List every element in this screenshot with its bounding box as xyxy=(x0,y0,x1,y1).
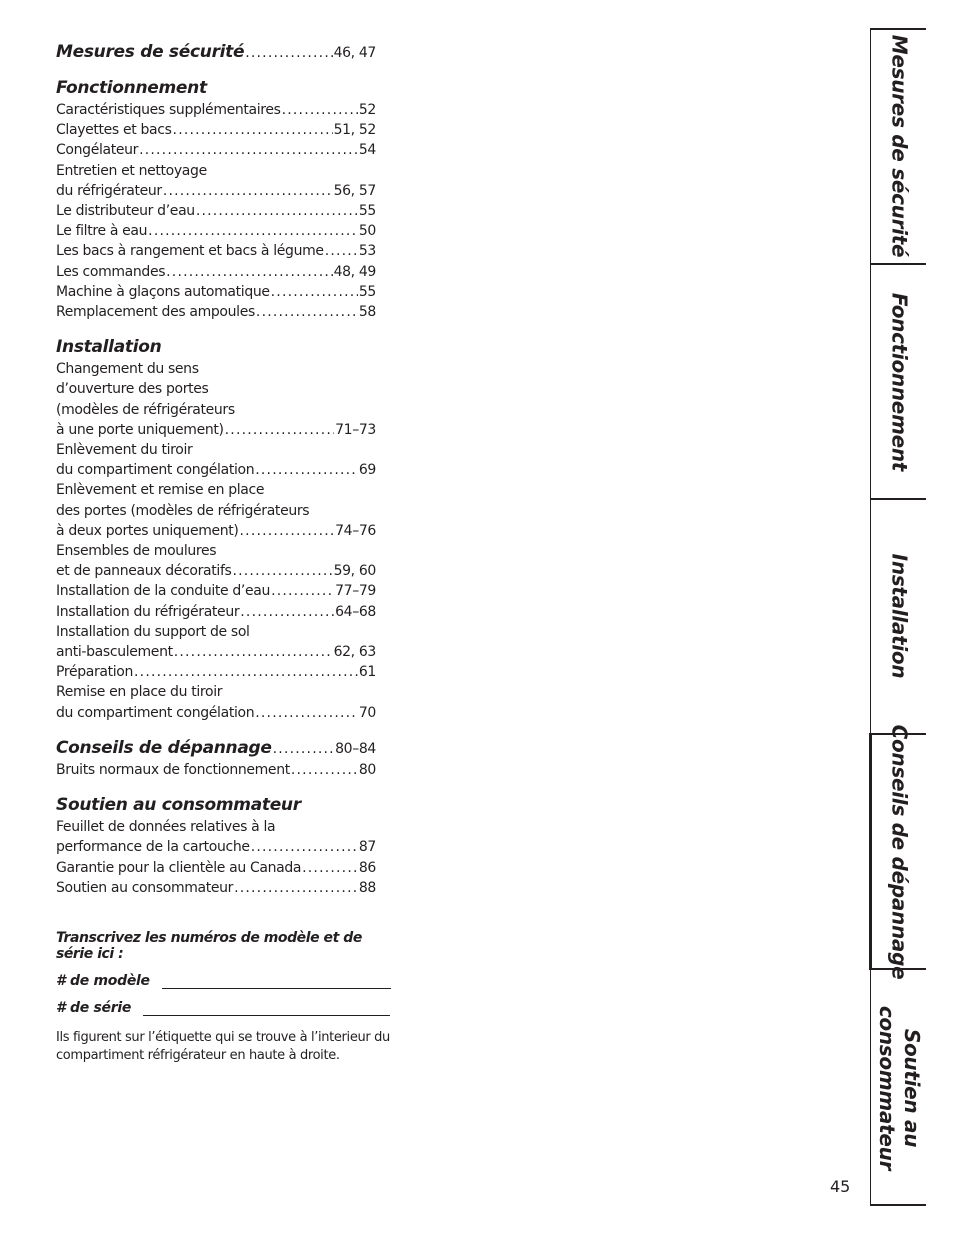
page-ref: 58 xyxy=(358,304,376,321)
toc-entry-text: Remise en place du tiroir xyxy=(56,684,223,701)
page-ref: 61 xyxy=(358,664,376,681)
toc-entry-text: des portes (modèles de réfrigérateurs xyxy=(56,502,310,519)
dot-leader xyxy=(232,561,332,581)
dot-leader xyxy=(240,602,334,622)
toc-entry-line xyxy=(56,100,376,120)
toc-entry-line xyxy=(56,282,376,302)
tab-label-line: Soutien au xyxy=(899,1028,924,1148)
dot-leader xyxy=(234,878,358,898)
tab-label: Fonctionnement xyxy=(887,292,911,471)
toc-entry-text: d’ouverture des portes xyxy=(56,381,209,398)
toc-entry[interactable] xyxy=(56,878,376,898)
toc-entry[interactable] xyxy=(56,120,376,140)
toc-entry[interactable] xyxy=(56,282,376,302)
section-title[interactable]: Installation xyxy=(56,337,162,358)
toc-entry-line xyxy=(56,858,376,878)
page-ref: 70 xyxy=(358,704,376,721)
toc-section-troubleshooting xyxy=(56,736,376,780)
toc-entry-text: Enlèvement et remise en place xyxy=(56,482,265,499)
section-title[interactable]: Soutien au consommateur xyxy=(56,795,301,816)
toc-entry-line xyxy=(56,561,376,581)
toc-entry-text: du compartiment congélation xyxy=(56,704,255,721)
toc-entry-line xyxy=(56,642,376,662)
page-ref: 48, 49 xyxy=(333,263,376,280)
toc-entry-text: Feuillet de données relatives à la xyxy=(56,819,276,836)
toc-section-operation xyxy=(56,76,376,322)
page-ref: 50 xyxy=(358,223,376,240)
toc-entry[interactable] xyxy=(56,602,376,622)
page-ref: 86 xyxy=(358,859,376,876)
toc-entry-line xyxy=(56,521,376,541)
toc-entry-line xyxy=(56,703,376,723)
model-number-label: # de modèle xyxy=(56,973,150,989)
toc-entry[interactable] xyxy=(56,682,376,722)
toc-section-safety xyxy=(56,40,376,64)
toc-entry[interactable] xyxy=(56,359,376,440)
dot-leader xyxy=(196,201,358,221)
dot-leader xyxy=(148,221,358,241)
toc-entry[interactable] xyxy=(56,262,376,282)
tab-operation[interactable] xyxy=(871,264,926,499)
dot-leader xyxy=(255,703,358,723)
toc-entry-text: à deux portes uniquement) xyxy=(56,522,239,539)
toc-entry-line xyxy=(56,201,376,221)
tab-label: Conseils de dépannage xyxy=(887,724,911,980)
tab-troubleshooting[interactable] xyxy=(871,724,926,980)
toc-entry-text: à une porte uniquement) xyxy=(56,421,224,438)
table-of-contents xyxy=(56,40,376,911)
page-ref: 62, 63 xyxy=(333,644,376,661)
toc-entry-line xyxy=(56,262,376,282)
tab-label: Mesures de sécurité xyxy=(887,34,911,258)
toc-entry-line xyxy=(56,181,376,201)
toc-entry-text: du compartiment congélation xyxy=(56,462,255,479)
toc-entry-text: anti-basculement xyxy=(56,644,173,661)
dot-leader xyxy=(291,760,358,780)
page-ref: 55 xyxy=(358,203,376,220)
toc-entry[interactable] xyxy=(56,581,376,601)
dot-leader xyxy=(271,581,334,601)
toc-entry-line xyxy=(56,241,376,261)
dot-leader xyxy=(325,241,358,261)
toc-entry[interactable] xyxy=(56,440,376,480)
dot-leader xyxy=(271,282,358,302)
toc-entry-line xyxy=(56,837,376,857)
dot-leader xyxy=(256,302,358,322)
toc-entry-text: Entretien et nettoyage xyxy=(56,162,207,179)
page-ref: 46, 47 xyxy=(333,45,376,61)
toc-entry-text: performance de la cartouche xyxy=(56,839,250,856)
toc-entry[interactable] xyxy=(56,541,376,581)
toc-entry-text: Les commandes xyxy=(56,263,166,280)
toc-entries xyxy=(56,100,376,322)
toc-entry[interactable] xyxy=(56,760,376,780)
tab-divider xyxy=(871,1204,926,1206)
page-ref: 88 xyxy=(358,879,376,896)
page-ref: 52 xyxy=(358,102,376,118)
toc-section-heading[interactable] xyxy=(56,40,376,64)
dot-leader xyxy=(302,858,358,878)
dot-leader xyxy=(163,181,333,201)
toc-entry-text: Le filtre à eau xyxy=(56,223,148,240)
toc-entry-text: Préparation xyxy=(56,664,134,681)
tab-label-line: consommateur xyxy=(874,1005,899,1171)
toc-entry-line xyxy=(56,221,376,241)
tab-label xyxy=(874,1006,924,1170)
toc-entry[interactable] xyxy=(56,622,376,662)
dot-leader xyxy=(245,45,332,61)
page-ref: 64–68 xyxy=(335,603,376,620)
toc-entry-line xyxy=(56,460,376,480)
serial-number-field xyxy=(56,1000,401,1016)
model-number-blank-line xyxy=(162,974,391,989)
section-title[interactable]: Fonctionnement xyxy=(56,78,207,98)
toc-entry-text: du réfrigérateur xyxy=(56,182,162,199)
toc-entry-text: Enlèvement du tiroir xyxy=(56,442,193,459)
dot-leader xyxy=(134,662,358,682)
toc-entry-line xyxy=(56,602,376,622)
toc-entry-line xyxy=(56,760,376,780)
page-ref: 74–76 xyxy=(335,522,376,539)
dot-leader xyxy=(240,521,335,541)
toc-entry-text: (modèles de réfrigérateurs xyxy=(56,401,235,418)
dot-leader xyxy=(273,741,334,757)
tab-label: Installation xyxy=(887,553,911,679)
page-ref: 87 xyxy=(358,839,376,856)
record-note: Ils figurent sur l’étiquette qui se trouve à l’interieur du compartiment réfrigérateur en haute à droite. xyxy=(56,1030,390,1063)
page-ref: 59, 60 xyxy=(333,563,376,580)
toc-entry-text: Installation du réfrigérateur xyxy=(56,603,240,620)
tab-support[interactable] xyxy=(871,970,926,1206)
toc-entries xyxy=(56,760,376,780)
dot-leader xyxy=(174,642,333,662)
toc-entry-text: Les bacs à rangement et bacs à légume xyxy=(56,243,324,260)
toc-entry-line xyxy=(56,420,376,440)
toc-entry[interactable] xyxy=(56,140,376,160)
page-ref: 80 xyxy=(358,761,376,778)
toc-entry-text: Machine à glaçons automatique xyxy=(56,283,270,300)
toc-entry-text: Remplacement des ampoules xyxy=(56,304,255,321)
page-ref: 71–73 xyxy=(335,421,376,438)
toc-entry-text: Changement du sens xyxy=(56,361,199,378)
toc-entry-line xyxy=(56,878,376,898)
dot-leader xyxy=(139,140,358,160)
toc-entry-line xyxy=(56,581,376,601)
toc-entry[interactable] xyxy=(56,100,376,120)
toc-entry-line xyxy=(56,302,376,322)
toc-entry-text: et de panneaux décoratifs xyxy=(56,563,232,580)
page-ref: 55 xyxy=(358,283,376,300)
toc-entry[interactable] xyxy=(56,241,376,261)
record-title: Transcrivez les numéros de modèle et de série ici : xyxy=(56,930,362,962)
serial-number-blank-line xyxy=(143,1001,390,1016)
toc-entry[interactable] xyxy=(56,480,376,541)
serial-number-label: # de série xyxy=(56,1000,132,1016)
section-tabs xyxy=(870,28,926,1206)
page-ref: 69 xyxy=(358,462,376,479)
model-serial-record xyxy=(56,930,401,1064)
toc-entry-text: Congélateur xyxy=(56,142,139,159)
dot-leader xyxy=(282,100,358,120)
dot-leader xyxy=(166,262,332,282)
toc-entry-text: Ensembles de moulures xyxy=(56,543,217,560)
toc-entry-text: Le distributeur d’eau xyxy=(56,203,195,220)
toc-entry-line xyxy=(56,662,376,682)
toc-entry-text: Bruits normaux de fonctionnement xyxy=(56,761,290,778)
toc-entry-text: Clayettes et bacs xyxy=(56,122,172,139)
toc-entry[interactable] xyxy=(56,662,376,682)
toc-entry[interactable] xyxy=(56,858,376,878)
toc-entry[interactable] xyxy=(56,302,376,322)
toc-entry[interactable] xyxy=(56,161,376,201)
toc-entries xyxy=(56,817,376,898)
page-ref: 80–84 xyxy=(335,740,376,757)
dot-leader xyxy=(173,120,333,140)
model-number-field xyxy=(56,973,401,989)
dot-leader xyxy=(225,420,334,440)
toc-entry-text: Garantie pour la clientèle au Canada xyxy=(56,859,302,876)
page-ref: 56, 57 xyxy=(333,182,376,199)
dot-leader xyxy=(251,837,358,857)
toc-section-installation xyxy=(56,335,376,723)
toc-entry[interactable] xyxy=(56,221,376,241)
toc-section-support xyxy=(56,793,376,898)
page-ref: 53 xyxy=(358,243,376,260)
toc-entries xyxy=(56,359,376,723)
toc-entry[interactable] xyxy=(56,817,376,857)
tab-installation[interactable] xyxy=(871,499,926,733)
section-title: Mesures de sécurité xyxy=(56,42,245,62)
toc-entry-text: Installation du support de sol xyxy=(56,623,250,640)
toc-entry[interactable] xyxy=(56,201,376,221)
page-number: 45 xyxy=(830,1177,851,1196)
toc-entry-text: Installation de la conduite d’eau xyxy=(56,583,271,600)
toc-entry-text: Soutien au consommateur xyxy=(56,879,234,896)
section-title: Conseils de dépannage xyxy=(56,737,272,758)
tab-safety[interactable] xyxy=(871,28,926,264)
page-ref: 51, 52 xyxy=(333,122,376,139)
toc-entry-text: Caractéristiques supplémentaires xyxy=(56,102,281,118)
page-ref: 54 xyxy=(358,142,376,159)
toc-entry-line xyxy=(56,140,376,160)
dot-leader xyxy=(255,460,358,480)
toc-section-heading[interactable] xyxy=(56,736,376,760)
page-ref: 77–79 xyxy=(335,583,376,600)
toc-entry-line xyxy=(56,120,376,140)
